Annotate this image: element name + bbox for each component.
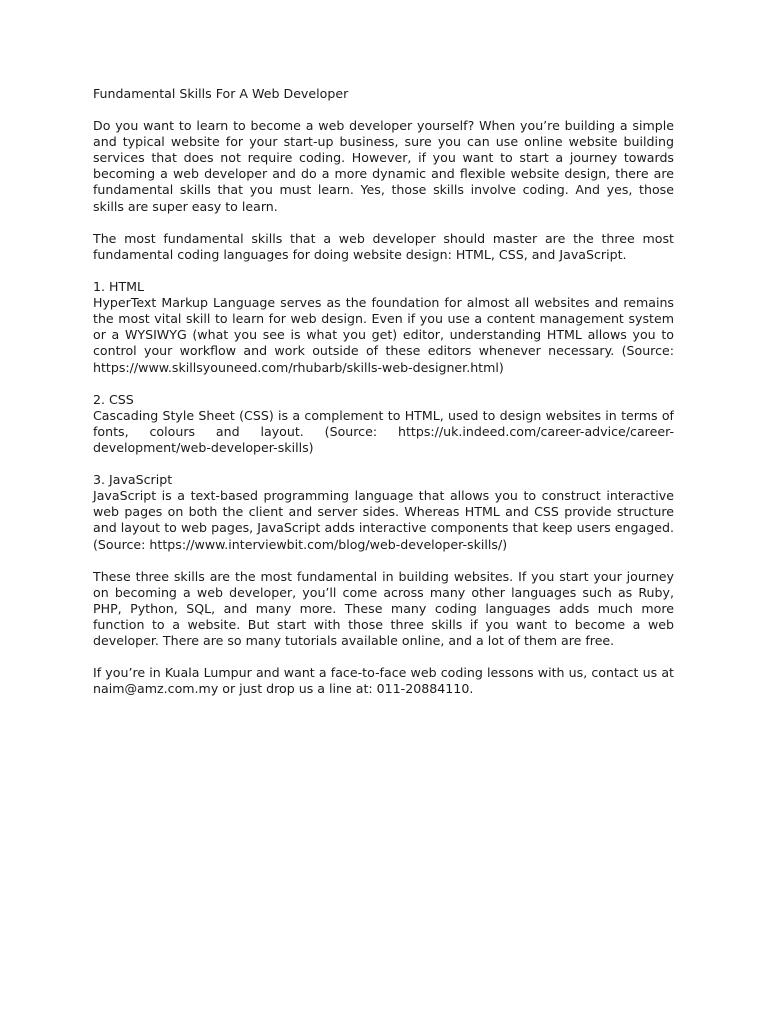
section-body: JavaScript is a text-based programming language that allows you to construct interactive web pages on both the client and server sides. Whereas HTML and CSS provide structure and layout to web pages, JavaScript adds interactive components that keep users engaged. (Source: https://www.interviewbit.com/blog/web-developer-skills/)	[93, 488, 674, 552]
intro-paragraph: Do you want to learn to become a web developer yourself? When you’re building a simple and typical website for your start-up business, sure you can use online website building services that does not require coding. However, if you want to start a journey towards becoming a web developer and do a more dynamic and flexible website design, there are fundamental skills that you must learn. Yes, those skills involve coding. And yes, those skills are super easy to learn.	[93, 118, 674, 214]
section-heading: 3. JavaScript	[93, 472, 173, 488]
document-page	[93, 86, 674, 714]
section-javascript	[93, 472, 674, 552]
section-css	[93, 392, 674, 456]
section-body: Cascading Style Sheet (CSS) is a complement to HTML, used to design websites in terms of fonts, colours and layout. (Source: https://uk.indeed.com/career-advice/career-development/web-developer-skills)	[93, 407, 674, 455]
section-heading: 2. CSS	[93, 391, 134, 407]
conclusion-paragraph: These three skills are the most fundamental in building websites. If you start your journey on becoming a web developer, you’ll come across many other languages such as Ruby, PHP, Python, SQL, and many more. These many coding languages adds much more function to a website. But start with those three skills if you want to become a web developer. There are so many tutorials available online, and a lot of them are free.	[93, 568, 674, 649]
section-heading: 1. HTML	[93, 279, 145, 295]
contact-paragraph: If you’re in Kuala Lumpur and want a face-to-face web coding lessons with us, contact us at naim@amz.com.my or just drop us a line at: 011-20884110.	[93, 665, 674, 697]
overview-paragraph: The most fundamental skills that a web developer should master are the three most fundamental coding languages for doing website design: HTML, CSS, and JavaScript.	[93, 230, 674, 262]
document-title: Fundamental Skills For A Web Developer	[93, 86, 349, 101]
section-body: HyperText Markup Language serves as the foundation for almost all websites and remains the most vital skill to learn for web design. Even if you use a content management system or a WYSIWYG (what you see is what you get) editor, understanding HTML allows you to control your workflow and work outside of these editors whenever necessary. (Source: https://www.skillsyouneed.com/rhubarb/skills-web-designer.html)	[93, 295, 674, 375]
section-html	[93, 279, 674, 376]
